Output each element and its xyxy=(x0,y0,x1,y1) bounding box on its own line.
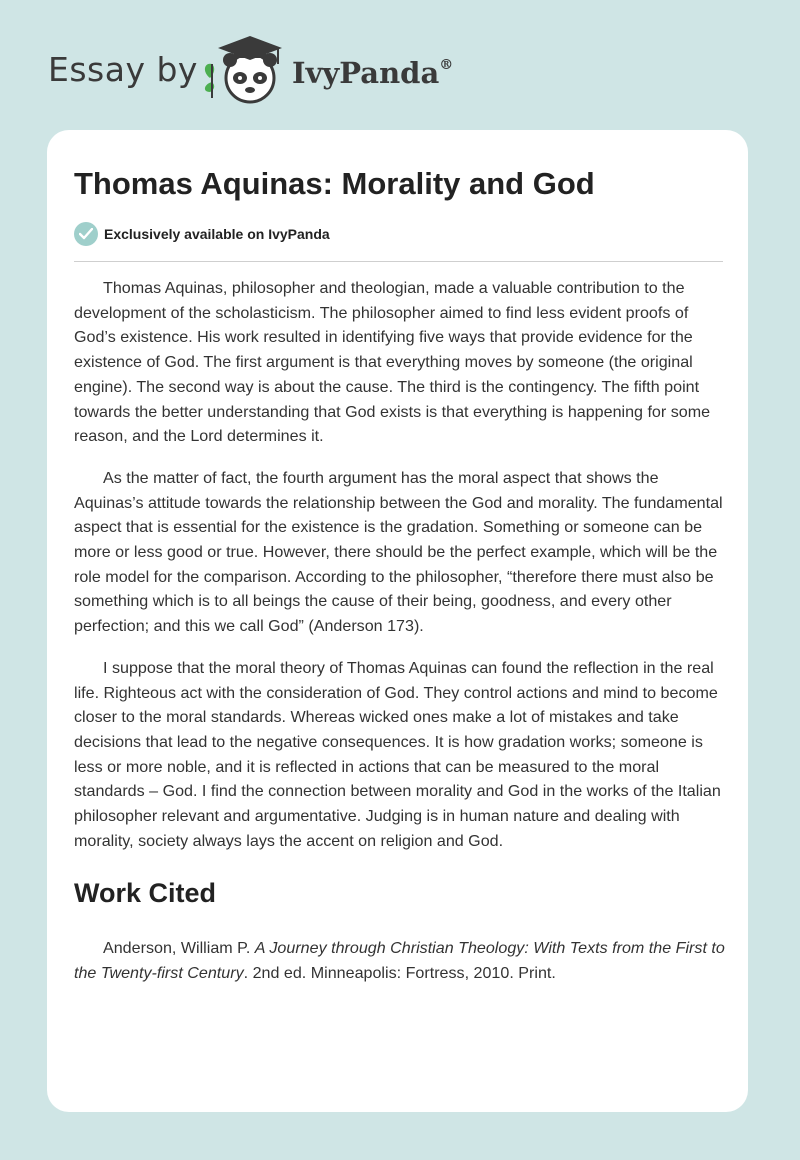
brand-text: IvyPanda xyxy=(292,56,440,90)
essay-card xyxy=(47,130,748,1112)
registered-mark: ® xyxy=(439,57,454,73)
check-icon xyxy=(74,222,98,246)
works-cited-heading: Work Cited xyxy=(74,878,217,908)
citation-entry xyxy=(74,936,726,985)
divider xyxy=(74,261,723,262)
paragraph: Thomas Aquinas, philosopher and theologian, made a valuable contribution to the development of the scholasticism. The philosopher aimed to find less evident proofs of God’s existence. His work resulted in identifying five ways that provide evidence for the existence of God. The first argument is that everything moves by someone (the original engine). The second way is about the cause. The third is the contingency. The fifth point towards the better understanding that God exists is that everything is happening for some reason, and the Lord determines it. xyxy=(74,279,711,446)
citation-book-title: A Journey through Christian Theology: With Texts from the First to the Twenty-first Century xyxy=(74,939,725,982)
panda-logo-icon[interactable] xyxy=(200,34,292,110)
essay-by-label: Essay by xyxy=(48,50,198,89)
exclusive-badge-label: Exclusively available on IvyPanda xyxy=(104,226,330,242)
page-title: Thomas Aquinas: Morality and God xyxy=(74,166,595,201)
paragraph: I suppose that the moral theory of Thomas Aquinas can found the reflection in the real life. Righteous act with the consideration of God. They control actions and mind to become closer to the moral standards. Whereas wicked ones make a lot of mistakes and take decisions that lead to the negative consequences. It is how gradation works; someone is less or more noble, and it is reflected in actions that can be measured to the moral standards – God. I find the connection between morality and God in the works of the Italian philosopher relevant and argumentative. Judging is in human nature and dealing with morality, society always lays the accent on religion and God. xyxy=(74,658,721,850)
essay-body xyxy=(74,276,726,870)
citation-author: Anderson, William P. xyxy=(103,939,255,957)
citation-publication: . 2nd ed. Minneapolis: Fortress, 2010. Print. xyxy=(243,963,556,982)
exclusive-badge xyxy=(74,222,330,246)
brand-name[interactable] xyxy=(292,56,453,90)
site-header xyxy=(0,0,800,130)
paragraph: As the matter of fact, the fourth argument has the moral aspect that shows the Aquinas’s attitude towards the relationship between the God and morality. The fundamental aspect that is essential for the existence is the gradation. Something or someone can be more or less good or true. However, there should be the perfect example, which will be the role model for the comparison. According to the philosopher, “therefore there must also be something which is to all beings the cause of their being, goodness, and every other perfection; and this we call God” (Anderson 173). xyxy=(74,468,723,636)
